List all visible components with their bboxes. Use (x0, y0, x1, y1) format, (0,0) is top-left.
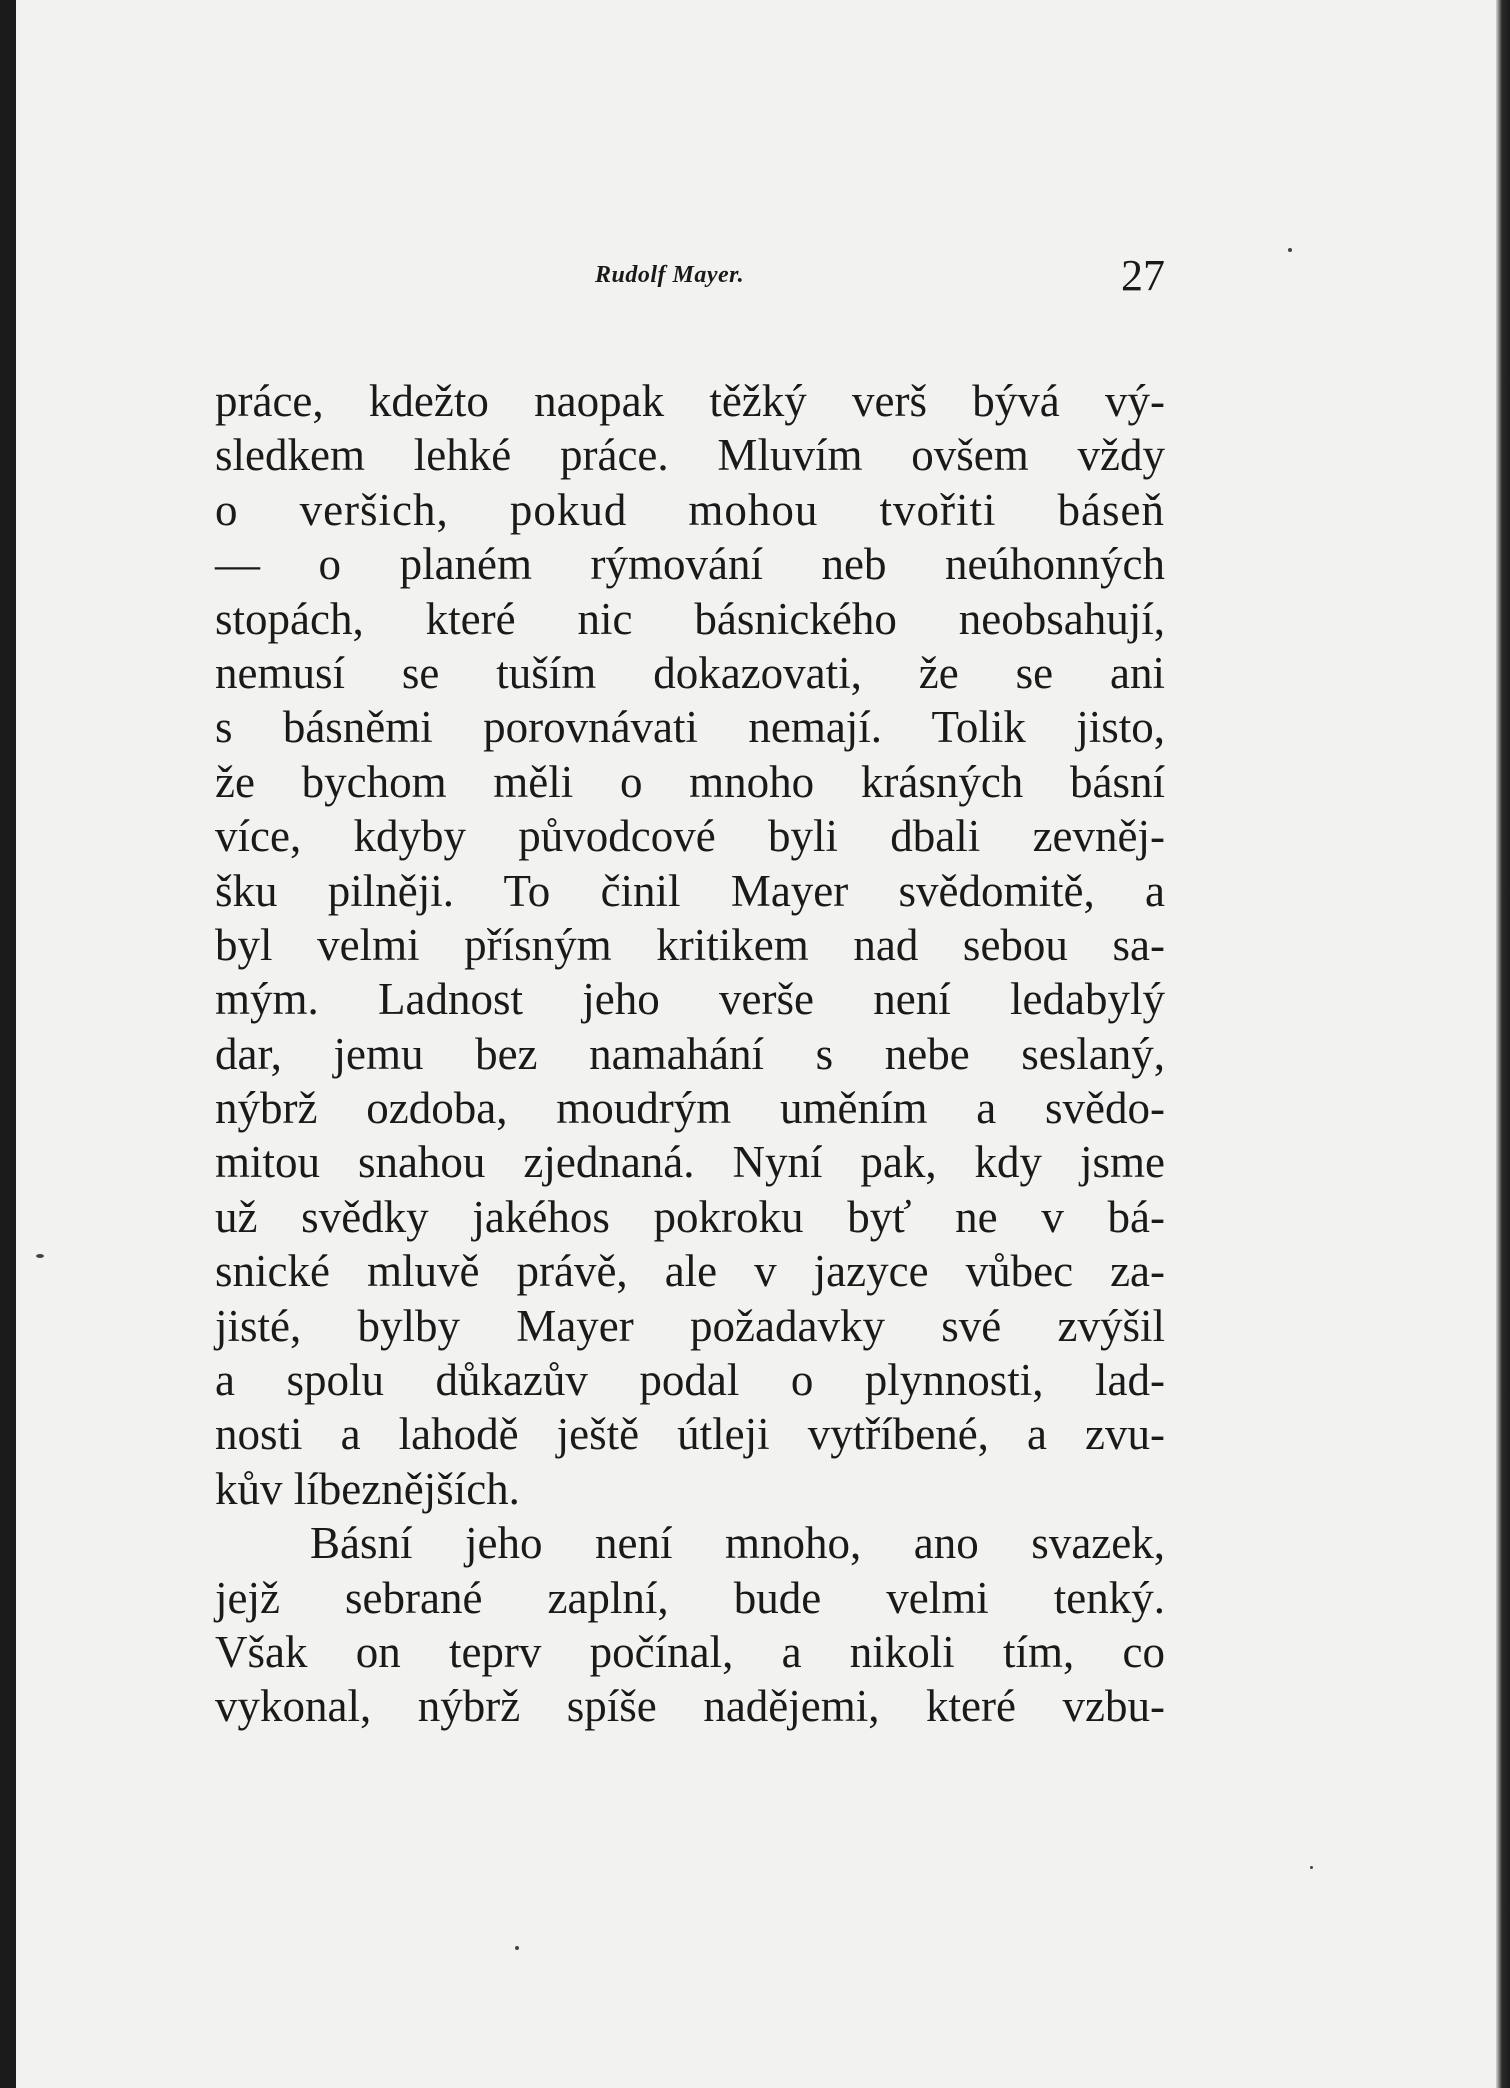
text-line: nýbrž ozdoba, moudrým uměním a svědo- (215, 1083, 1165, 1134)
paper-speck (1310, 1866, 1313, 1869)
text-line: jejž sebrané zaplní, bude velmi tenký. (215, 1572, 1165, 1623)
text-line: Však on teprv počínal, a nikoli tím, co (215, 1626, 1165, 1677)
running-head: Rudolf Mayer. (595, 262, 745, 288)
text-line: o veršich, pokud mohou tvořiti báseň (215, 484, 1165, 535)
text-line: šku pilněji. To činil Mayer svědomitě, a (215, 865, 1165, 916)
text-line: více, kdyby původcové byli dbali zevněj- (215, 811, 1165, 862)
text-line: a spolu důkazův podal o plynnosti, lad- (215, 1355, 1165, 1406)
text-line: už svědky jakéhos pokroku byť ne v bá- (215, 1191, 1165, 1242)
text-line: byl velmi přísným kritikem nad sebou sa- (215, 919, 1165, 970)
paper-speck (36, 1254, 44, 1258)
text-line: nosti a lahodě ještě útleji vytříbené, a zvu- (215, 1409, 1165, 1460)
paper-speck (1288, 248, 1292, 252)
page-right-edge-shadow (1496, 0, 1510, 2088)
page-header (215, 250, 1165, 310)
body-text (215, 374, 1165, 1734)
text-line: dar, jemu bez namahání s nebe seslaný, (215, 1028, 1165, 1079)
text-line: práce, kdežto naopak těžký verš bývá vý- (215, 376, 1165, 426)
text-line: že bychom měli o mnoho krásných básní (215, 756, 1165, 807)
text-line: snické mluvě právě, ale v jazyce vůbec za- (215, 1246, 1165, 1297)
text-line: — o planém rýmování neb neúhonných (215, 539, 1165, 590)
text-line: vykonal, nýbrž spíše nadějemi, které vzbu- (215, 1681, 1165, 1732)
page-number: 27 (1121, 251, 1165, 300)
text-line: jisté, bylby Mayer požadavky své zvýšil (215, 1300, 1165, 1351)
text-line: mým. Ladnost jeho verše není ledabylý (215, 974, 1165, 1025)
text-line: stopách, které nic básnického neobsahují, (215, 593, 1165, 644)
text-line: kův líbeznějších. (215, 1463, 520, 1514)
text-line: sledkem lehké práce. Mluvím ovšem vždy (215, 430, 1165, 481)
page-left-edge-shadow (0, 0, 16, 2088)
paper-speck (515, 1946, 519, 1950)
text-line: mitou snahou zjednaná. Nyní pak, kdy jsme (215, 1137, 1165, 1188)
text-line: nemusí se tuším dokazovati, že se ani (215, 647, 1165, 698)
paragraph-first-line: Básní jeho není mnoho, ano svazek, (310, 1518, 1165, 1569)
text-line: s básněmi porovnávati nemají. Tolik jisto, (215, 702, 1165, 753)
